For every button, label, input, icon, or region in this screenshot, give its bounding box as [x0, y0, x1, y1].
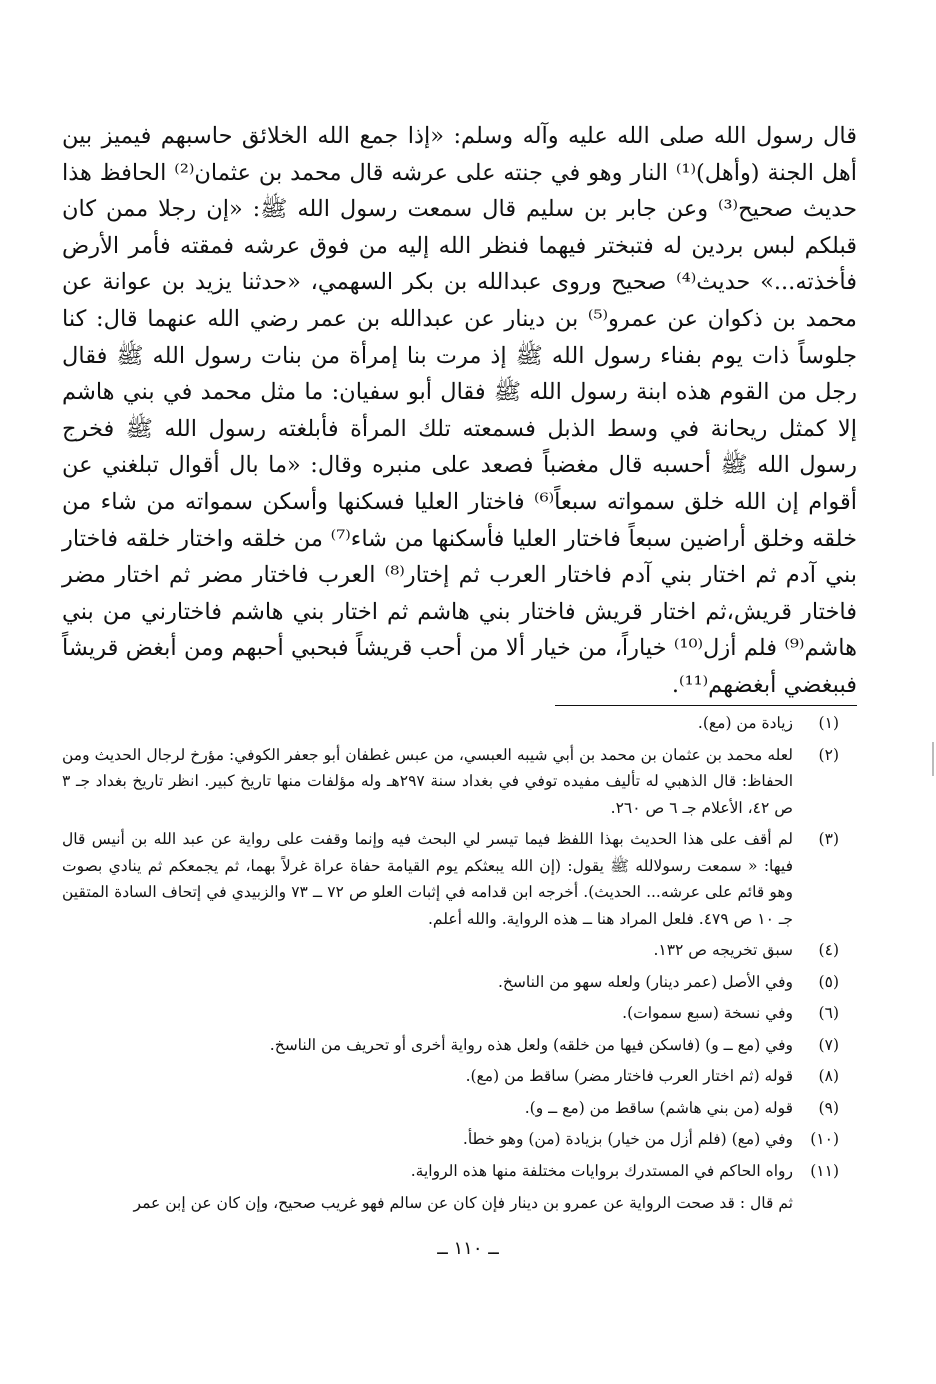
footnote-4	[62, 937, 857, 964]
main-text-block	[62, 118, 857, 704]
page-number: ــ ١١٠ ــ	[437, 1238, 499, 1259]
footnote-number: (١)	[818, 714, 839, 732]
footnote-9	[62, 1095, 857, 1122]
footnote-number: (٧)	[818, 1035, 839, 1054]
footnote-3	[62, 826, 857, 932]
footnote-text: لم أقف على هذا الحديث بهذا اللفظ فيما تيسر لي البحث فيه وإنما وقفت على رواية عن عبد الله بن أنيس قال فيها: « سمعت رسولالله ﷺ يقول: (إن الله يبعثكم يوم القيامة حفاة عراة غرلاً بهما، ثم يجمعكم ثم ينادي بصوت وهو قائم على عرشه... الحديث). أخرجه ابن قدامه في إثبات العلو ص ٧٢ ــ ٧٣ والزبيدي في إتحاف السادة المتقين جـ ١٠ ص ٤٧٩. فلعل المراد هنا ــ هذه الرواية. والله أعلم.	[62, 830, 794, 928]
main-paragraph: قال رسول الله صلى الله عليه وآله وسلم: «إذا جمع الله الخلائق حاسبهم فيميز بين أهل الجنة (وأهل)⁽¹⁾ النار وهو في جنته على عرشه قال محمد بن عثمان⁽²⁾ الحافظ هذا حديث صحيح⁽³⁾ وعن جابر بن سليم قال سمعت رسول الله ﷺ: «إن رجلا ممن كان قبلكم لبس بردين له فتبختر فيهما فنظر الله إليه من فوق عرشه فمقته فأمر الأرض فأخذته...» حديث⁽⁴⁾ صحيح وروى عبدالله بن بكر السهمي، «حدثنا يزيد بن عوانة عن محمد بن ذكوان عن عمرو⁽⁵⁾ بن دينار عن عبدالله بن عمر رضي الله عنهما قال: كنا جلوساً ذات يوم بفناء رسول الله ﷺ إذ مرت بنا إمرأة من بنات رسول الله ﷺ فقال رجل من القوم هذه ابنة رسول الله ﷺ فقال أبو سفيان: ما مثل محمد في بني هاشم إلا كمثل ريحانة في وسط الذبل فسمعته تلك المرأة فأبلغته رسول الله ﷺ فخرج رسول الله ﷺ أحسبه قال مغضباً فصعد على منبره وقال: «ما بال أقوال تبلغني عن أقوام إن الله خلق سمواته سبعاً⁽⁶⁾ فاختار العليا فسكنها وأسكن سمواته من شاء من خلقه وخلق أراضين سبعاً فاختار العليا فأسكنها من شاء⁽⁷⁾ من خلقه واختار خلقه فاختار بني آدم ثم اختار بني آدم فاختار العرب ثم إختار⁽⁸⁾ العرب فاختار مضر ثم اختار مضر فاختار قريش،ثم اختار قريش فاختار بني هاشم ثم اختار بني هاشم فاختارني من بني هاشم⁽⁹⁾ فلم أزل⁽¹⁰⁾ خياراً، من خيار ألا من أحب قريشاً فبحبي أحبهم ومن أبغض قريشاً فببغضي أبغضهم⁽¹¹⁾.	[62, 123, 858, 698]
footnote-number: (٨)	[818, 1067, 839, 1085]
footnote-10	[62, 1126, 857, 1153]
footnote-number: (١١)	[810, 1161, 839, 1180]
footnote-number: (٤)	[818, 941, 839, 959]
footnote-continuation: ثم قال : قد صحت الرواية عن عمرو بن دينار فإن كان عن سالم فهو غريب صحيح، وإن كان عن إبن عمر	[133, 1194, 793, 1212]
footnote-number: (٦)	[818, 1004, 839, 1022]
footnote-text: وفي (مع ــ و) (فاسكن فيها من خلقه) ولعل هذه رواية أخرى أو تحريف من الناسخ.	[269, 1035, 793, 1054]
footnote-number: (٣)	[818, 830, 839, 848]
footnote-5	[62, 969, 857, 996]
footnote-text: سبق تخريجه ص ١٣٢.	[653, 941, 793, 959]
footnote-text: وفي الأصل (عمر دينار) ولعله سهو من الناسخ.	[497, 972, 793, 991]
footnote-text: وفي (مع) (فلم أزل من خيار) بزيادة (من) وهو خطأ.	[462, 1130, 793, 1148]
footnote-2	[62, 742, 857, 822]
footnote-text: لعله محمد بن عثمان بن محمد بن أبي شيبه العبسي، من عبس غطفان أبو جعفر الكوفي: مؤرخ لرجال الحديث ومن الحفاظ: قال الذهبي له تأليف مفيده توفي في بغداد سنة ٢٩٧هـ وله مؤلفات منها تاريخ كبير. انظر تاريخ بغداد جـ ٣ ص ٤٢، الأعلام جـ ٦ ص ٢٦٠.	[62, 745, 793, 817]
footnote-number: (٥)	[818, 972, 839, 991]
margin-mark	[932, 742, 934, 776]
footnote-text: وفي نسخة (سبع سموات).	[622, 1004, 793, 1022]
footnote-1	[62, 710, 857, 737]
footnote-number: (٩)	[818, 1098, 839, 1117]
footnote-6	[62, 1000, 857, 1027]
footnotes	[62, 705, 857, 1217]
footnote-8	[62, 1063, 857, 1090]
footnote-text: قوله (من بني هاشم) ساقط من (مع ــ و).	[524, 1098, 793, 1117]
footnote-text: رواه الحاكم في المستدرك بروايات مختلفة منها هذه الرواية.	[410, 1161, 793, 1180]
footnote-number: (٢)	[818, 745, 839, 764]
footnote-number: (١٠)	[810, 1130, 839, 1148]
footnote-11	[62, 1158, 857, 1185]
footnote-text: قوله (ثم اختار العرب فاختار مضر) ساقط من (مع).	[465, 1067, 793, 1085]
footnote-text: زيادة من (مع).	[697, 714, 793, 732]
footnote-7	[62, 1032, 857, 1059]
